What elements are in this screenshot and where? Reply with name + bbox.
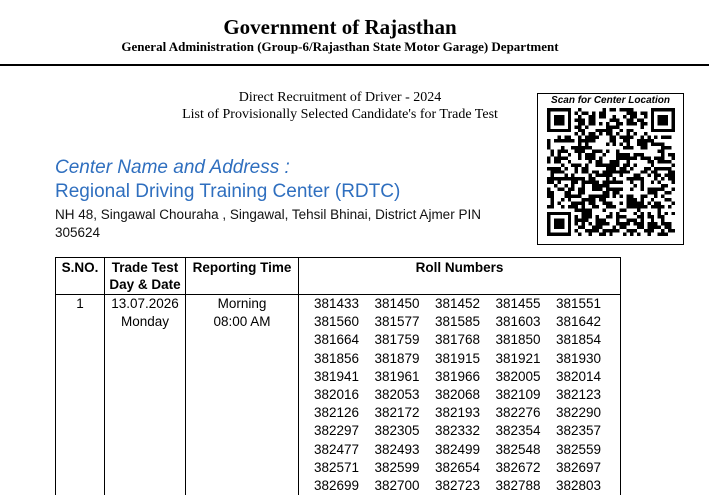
roll-number: 381941 — [314, 368, 375, 386]
center-address-line1: NH 48, Singawal Chouraha , Singawal, Tehsil Bhinai, District Ajmer PIN — [55, 207, 481, 222]
roll-number: 382697 — [556, 459, 617, 477]
center-address-line2: 305624 — [55, 225, 100, 240]
roll-number: 381768 — [435, 331, 496, 349]
roll-number: 382332 — [435, 422, 496, 440]
sno-value: 1 — [56, 295, 104, 313]
roll-number: 382599 — [375, 459, 436, 477]
qr-panel — [537, 93, 684, 245]
roll-number: 382571 — [314, 459, 375, 477]
roll-number: 382053 — [375, 386, 436, 404]
qr-caption: Scan for Center Location — [538, 95, 683, 106]
roll-number: 382068 — [435, 386, 496, 404]
roll-number: 381642 — [556, 313, 617, 331]
roll-number: 382803 — [556, 477, 617, 495]
roll-number: 382723 — [435, 477, 496, 495]
roll-row — [299, 422, 620, 440]
roll-number: 381664 — [314, 331, 375, 349]
session-value: Morning — [186, 295, 298, 313]
roll-number: 381915 — [435, 350, 496, 368]
roll-row — [299, 313, 620, 331]
roll-number: 382354 — [496, 422, 557, 440]
roll-number: 382788 — [496, 477, 557, 495]
day-value: Monday — [105, 313, 185, 331]
roll-number: 382172 — [375, 404, 436, 422]
page-title: Government of Rajasthan — [0, 15, 680, 40]
roll-number: 381966 — [435, 368, 496, 386]
roll-number: 381585 — [435, 313, 496, 331]
roll-number: 381577 — [375, 313, 436, 331]
roll-number: 381560 — [314, 313, 375, 331]
cell-roll-numbers — [299, 295, 621, 495]
table-header-row — [56, 258, 621, 295]
center-name: Regional Driving Training Center (RDTC) — [55, 181, 400, 203]
table-row — [56, 295, 621, 495]
roll-row — [299, 331, 620, 349]
cell-date — [105, 295, 186, 495]
roll-number: 382699 — [314, 477, 375, 495]
roll-number: 382005 — [496, 368, 557, 386]
header-roll: Roll Numbers — [299, 258, 621, 295]
roll-number: 381850 — [496, 331, 557, 349]
list-title: List of Provisionally Selected Candidate's for Trade Test — [150, 107, 530, 123]
roll-number: 382123 — [556, 386, 617, 404]
recruitment-title: Direct Recruitment of Driver - 2024 — [150, 90, 530, 106]
cell-time — [186, 295, 299, 495]
roll-number: 382548 — [496, 441, 557, 459]
roll-number: 382126 — [314, 404, 375, 422]
roll-number: 382493 — [375, 441, 436, 459]
roll-number: 381455 — [496, 295, 557, 313]
schedule-table — [55, 257, 621, 495]
roll-number: 381856 — [314, 350, 375, 368]
roll-number: 381433 — [314, 295, 375, 313]
qr-code-icon[interactable] — [547, 108, 675, 236]
roll-row — [299, 459, 620, 477]
roll-row — [299, 350, 620, 368]
roll-number: 381551 — [556, 295, 617, 313]
department-subtitle: General Administration (Group-6/Rajasthan State Motor Garage) Department — [0, 39, 680, 55]
cell-sno — [56, 295, 105, 495]
roll-number: 382193 — [435, 404, 496, 422]
header-date — [105, 258, 186, 295]
roll-number: 382276 — [496, 404, 557, 422]
roll-number: 382290 — [556, 404, 617, 422]
roll-number: 381759 — [375, 331, 436, 349]
roll-number: 382499 — [435, 441, 496, 459]
center-heading: Center Name and Address : — [55, 157, 290, 179]
header-date-line2: Day & Date — [105, 276, 185, 293]
roll-row — [299, 477, 620, 495]
roll-number: 381603 — [496, 313, 557, 331]
header-sno: S.NO. — [56, 258, 105, 295]
roll-number: 382700 — [375, 477, 436, 495]
date-value: 13.07.2026 — [105, 295, 185, 313]
time-value: 08:00 AM — [186, 313, 298, 331]
roll-number: 381879 — [375, 350, 436, 368]
roll-number: 381961 — [375, 368, 436, 386]
roll-row — [299, 295, 620, 313]
roll-number: 382477 — [314, 441, 375, 459]
roll-row — [299, 386, 620, 404]
header-time: Reporting Time — [186, 258, 299, 295]
roll-number: 382559 — [556, 441, 617, 459]
header-date-line1: Trade Test — [105, 259, 185, 276]
roll-row — [299, 441, 620, 459]
roll-number: 382016 — [314, 386, 375, 404]
roll-number: 382672 — [496, 459, 557, 477]
roll-row — [299, 368, 620, 386]
roll-number: 382357 — [556, 422, 617, 440]
roll-row — [299, 404, 620, 422]
roll-number: 382109 — [496, 386, 557, 404]
roll-number: 381921 — [496, 350, 557, 368]
roll-number: 381450 — [375, 295, 436, 313]
roll-number: 382654 — [435, 459, 496, 477]
roll-number: 381854 — [556, 331, 617, 349]
roll-number: 381452 — [435, 295, 496, 313]
roll-number: 382305 — [375, 422, 436, 440]
roll-number: 381930 — [556, 350, 617, 368]
roll-number: 382297 — [314, 422, 375, 440]
roll-number: 382014 — [556, 368, 617, 386]
header-divider — [0, 64, 709, 66]
